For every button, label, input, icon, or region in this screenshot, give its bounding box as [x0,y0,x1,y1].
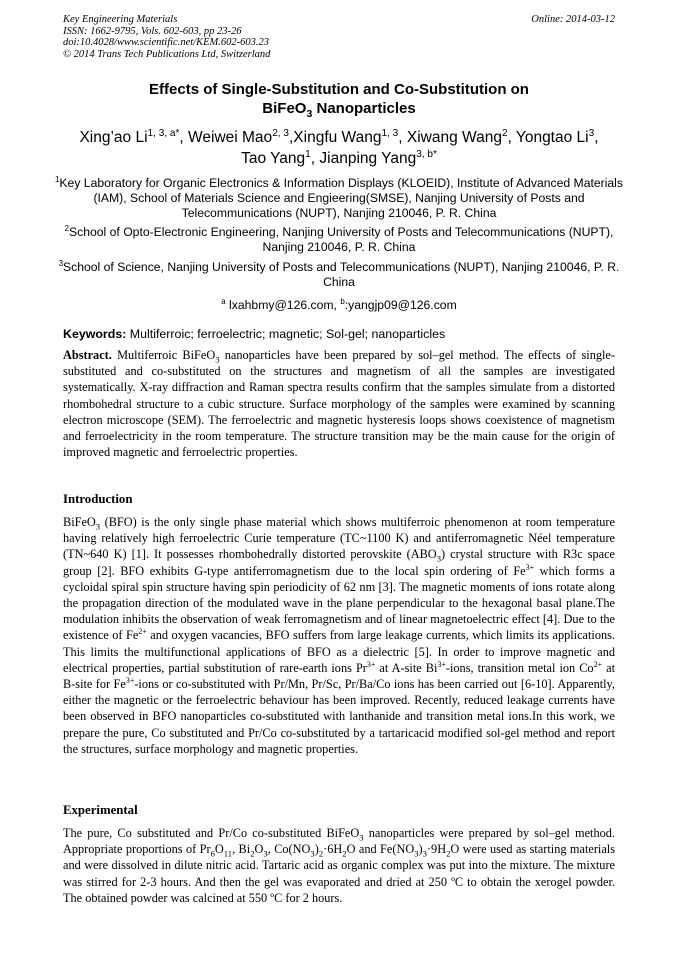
affiliation-2: $^2$School of Opto-Electronic Engineering, Nanjing University of Posts and Telecommunications (NUPT), Nanjing 210046, P. R. China [64,223,614,254]
author: Weiwei Mao$^{2, 3}$, [188,127,294,146]
affiliation-1: $^1$Key Laboratory for Organic Electronics & Information Displays (KLOEID), Institute of Advanced Materials (IAM), School of Materials Science and Engieering(SMSE), Nanjing University of Posts and Telecommunications (NUPT), Nanjing 210046, P. R. China [55,174,623,220]
author: Xingfu Wang$^{1, 3}$, [293,127,407,146]
title-line-2: BiFeO$_3$ Nanoparticles [262,100,416,120]
corresponding-emails: $^a$ lxahbmy@126.com, $^b$:yangjp09@126.com [221,296,457,312]
keywords: Keywords: Multiferroic; ferroelectric; magnetic; Sol-gel; nanoparticles [63,327,446,341]
copyright-line: © 2014 Trans Tech Publications Ltd, Switzerland [63,48,271,60]
author: Jianping Yang$^{3, b*}$ [319,148,437,167]
abstract: Abstract. Multiferroic BiFeO$_3$ nanoparticles have been prepared by sol–gel method. The effects of single-substituted and co-substituted on the structures and magnetism of all the samples are investigated systematically. X-ray diffraction and Raman spectra results confirm that the samples simulate from a distorted rhombohedral structure to a cubic structure. Surface morphology of the samples were examined by scanning electron microscope (SEM). The ferroelectric and magnetic hysteresis loops shows coexistence of magnetism and ferroelectricity in the room temperature. The structure transition may be the main cause for the origin of improved magnetic and ferroelectric properties. [63,348,615,460]
introduction-paragraph: BiFeO$_3$ (BFO) is the only single phase material which shows multiferroic phenomenon at room temperature having relatively high ferroelectric Curie temperature (TC~1100 K) and antiferromagnetic Néel temperature (TN~640 K) [1]. It possesses rhombohedrally distorted perovskite $(ABO_3)$ crystal structure with R3c space group [2]. BFO exhibits G-type antiferromagnetism due to the local spin ordering of $Fe^{3+}$ which forms a cycloidal spiral spin structure having spin periodicity of 62 nm [3]. The magnetic moments of ions rotate along the propagation direction of the modulated wave in the plane perpendicular to the hexagonal basal plane.The modulation inhibits the observation of weak ferromagnetism and of linear magnetoelectric effect [4]. Due to the existence of $Fe^{2+}$ and oxygen vacancies, BFO suffers from large leakage currents, which limits its applications. This limits the multifunctional applications of BFO as a dielectric [5]. In order to improve magnetic and electrical properties, partial substitution of rare-earth ions $Pr^{3+}$ at A-site $Bi^{3+}$-ions, transition metal ion $Co^{2+}$ at B-site for $Fe^{3+}$-ions or co-substituted with Pr/Mn, Pr/Sc, Pr/Ba/Co ions has been carried out [6-10]. Apparently, either the magnetic or the ferroelectric behaviour has been improved. Recently, reduced leakage currents have been observed in BFO nanoparticles co-substituted with lanthanide and transition metal ions.In this work, we prepare the pure, Co substituted and Pr/Co co-substituted by a tartaricacid modified sol-gel method and report the structures, surface morphology and magnetic properties. [63,515,616,756]
paper-title [40,80,638,118]
issn-line: ISSN: 1662-9795, Vols. 602-603, pp 23-26 [63,25,242,37]
email-b: :yangjp09@126.com [344,298,457,312]
author: Xing’ao $Li^{1, 3, a*}$, [79,127,189,146]
title-line-1: Effects of Single-Substitution and Co-Substitution on [149,81,529,98]
affiliation-3: $^3$School of Science, Nanjing University of Posts and Telecommunications (NUPT), Nanjing 210046, P. R. China [58,258,620,289]
journal-header [63,14,615,60]
doi-line: doi:10.4028/www.scientific.net/KEM.602-603.23 [63,37,269,48]
author: Yongtao Li$^3$, [515,127,599,146]
journal-name: Key Engineering Materials [63,14,178,25]
author: Tao Yang$^1$, [241,148,320,167]
online-date: Online: 2014-03-12 [531,14,615,25]
author-list [40,127,638,169]
section-heading-introduction: Introduction [63,492,133,506]
author: Xiwang Wang$^2$, [406,127,516,146]
email-a: lxahbmy@126.com, [225,298,341,312]
section-heading-experimental: Experimental [63,803,138,817]
experimental-paragraph: The pure, Co substituted and Pr/Co co-substituted BiFeO$_3$ nanoparticles were prepared by sol–gel method. Appropriate proportions of $Pr_6O_{11}$, $Bi_2O_3$, $Co(NO_3)_2\cdot 6H_2O$ and $Fe(NO_3)_3\cdot 9H_2O$ were used as starting materials and were dissolved in dilute nitric acid. Tartaric acid as organic complex was put into the mixture. The mixture was stirred for 2-3 hours. And then the gel was evaporated and dried at 250 ºC to obtain the xerogel powder. The obtained powder was calcined at 550 ºC for 2 hours. [63,826,616,905]
